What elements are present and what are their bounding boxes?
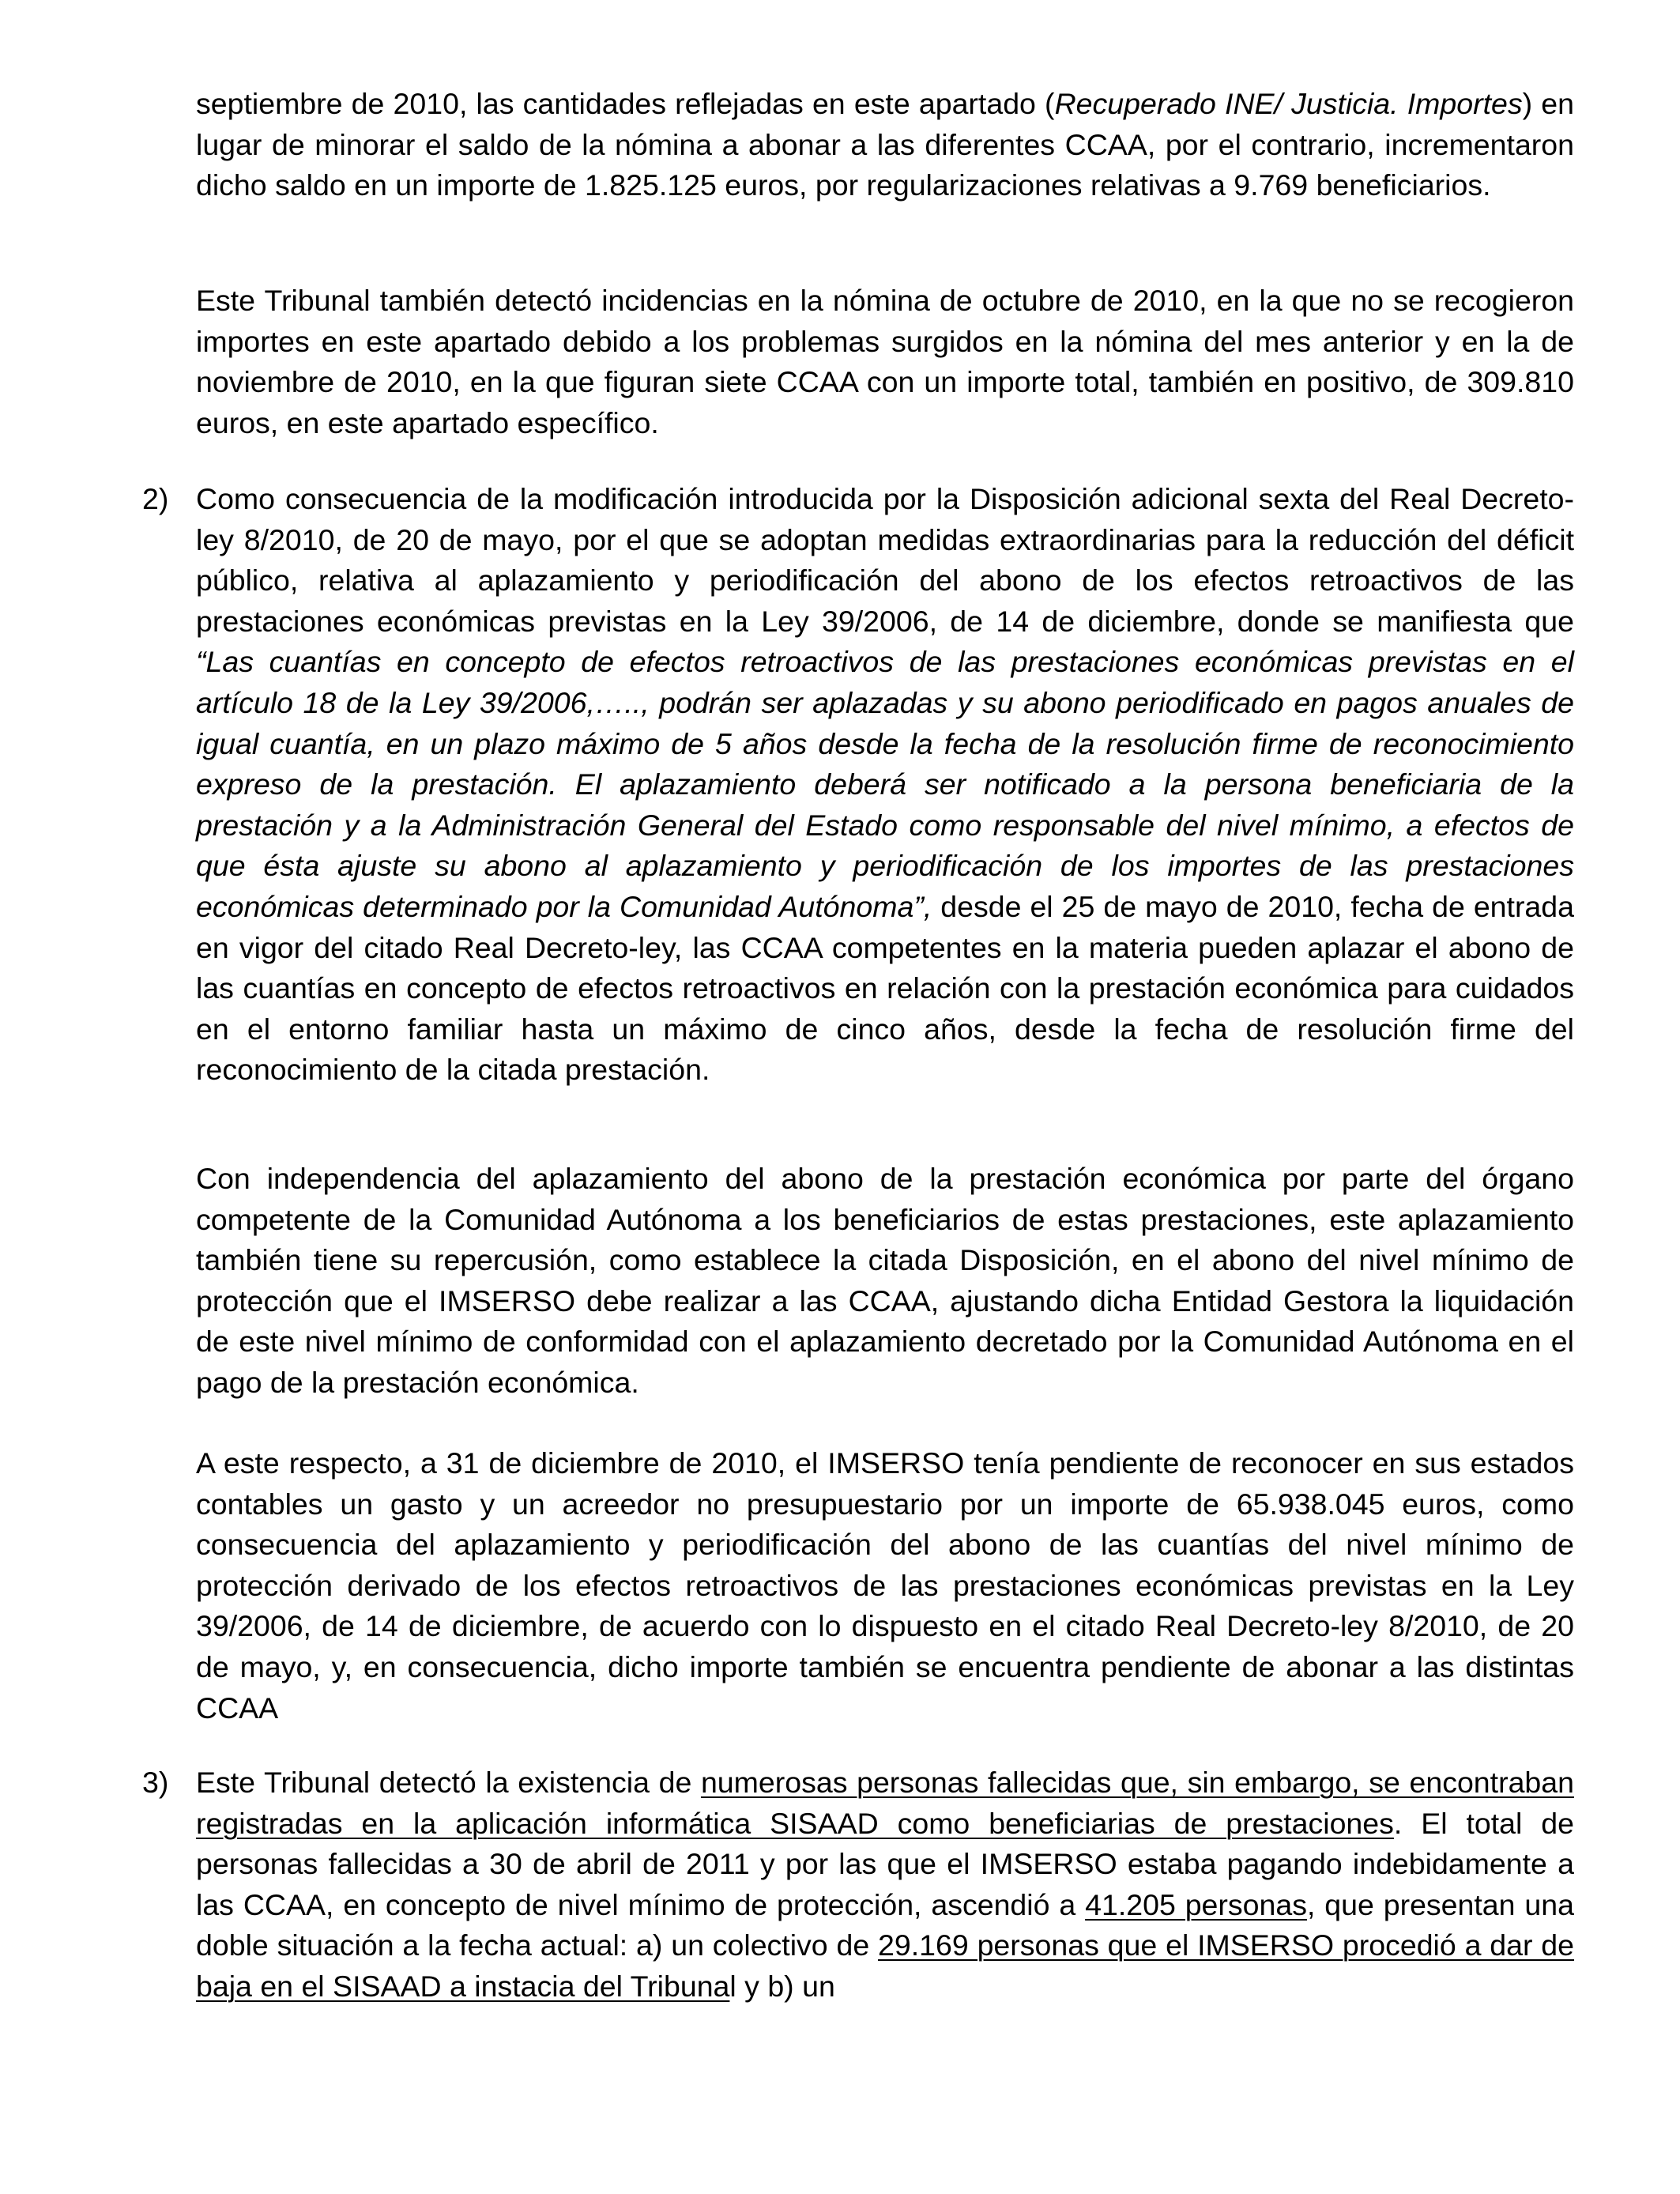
paragraph-repercusion: Con independencia del aplazamiento del abono de la prestación económica por parte del órgano competente de la Comunidad Autónoma a los beneficiarios de estas prestaciones, este aplazamiento también tiene su repercusión, como establece la citada Disposición, en el abono del nivel mínimo de protección que el IMSERSO debe realizar a las CCAA, ajustando dicha Entidad Gestora la liquidación de este nivel mínimo de conformidad con el aplazamiento decretado por la Comunidad Autónoma en el pago de la prestación económica. [196,1162,1574,1399]
paragraph-incidencias-octubre: Este Tribunal también detectó incidencias en la nómina de octubre de 2010, en la que no se recogieron importes en este apartado debido a los problemas surgidos en la nómina del mes anterior y en la de noviembre de 2010, en la que figuran siete CCAA con un importe total, también en positivo, de 309.810 euros, en este apartado específico. [196,284,1574,439]
legal-quote: “Las cuantías en concepto de efectos retroactivos de las prestaciones económicas previstas en el artículo 18 de la Ley 39/2006,….., podrán ser aplazadas y su abono periodificado en pagos anuales de igual cuantía, en un plazo máximo de 5 años desde la fecha de la resolución firme de reconocimiento expreso de la prestación. El aplazamiento deberá ser notificado a la persona beneficiaria de la prestación y a la Administración General del Estado como responsable del nivel mínimo, a efectos de que ésta ajuste su abono al aplazamiento y periodificación de los importes de las prestaciones económicas determinado por la Comunidad Autónoma”, [196,645,1574,923]
list-item-3-fallecidos: Este Tribunal detectó la existencia de numerosas personas fallecidas que, sin embargo, se encontraban registradas en la aplicación informática SISAAD como beneficiarias de prestaciones. El total de personas fallecidas a 30 de abril de 2011 y por las que el IMSERSO estaba pagando indebidamente a las CCAA, en concepto de nivel mínimo de protección, ascendió a 41.205 personas, que presentan una doble situación a la fecha actual: a) un colectivo de 29.169 personas que el IMSERSO procedió a dar de baja en el SISAAD a instacia del Tribunal y b) un [196,1766,1575,2003]
list-number-2: 2) [142,482,169,515]
paragraph-importe-pendiente: A este respecto, a 31 de diciembre de 2010, el IMSERSO tenía pendiente de reconocer en sus estados contables un gasto y un acreedor no presupuestario por un importe de 65.938.045 euros, como consecuencia del aplazamiento y periodificación del abono de las cuantías del nivel mínimo de protección derivado de los efectos retroactivos de las prestaciones económicas previstas en la Ley 39/2006, de 14 de diciembre, de acuerdo con lo dispuesto en el citado Real Decreto-ley 8/2010, de 20 de mayo, y, en consecuencia, dicho importe también se encuentra pendiente de abonar a las distintas CCAA [196,1446,1574,1725]
list-item-2-aplazamiento: Como consecuencia de la modificación introducida por la Disposición adicional sexta del Real Decreto-ley 8/2010, de 20 de mayo, por el que se adoptan medidas extraordinarias para la reducción del déficit público, relativa al aplazamiento y periodificación del abono de los efectos retroactivos de las prestaciones económicas previstas en la Ley 39/2006, de 14 de diciembre, donde se manifiesta que “Las cuantías en concepto de efectos retroactivos de las prestaciones económicas previstas en el artículo 18 de la Ley 39/2006,….., podrán ser aplazadas y su abono periodificado en pagos anuales de igual cuantía, en un plazo máximo de 5 años desde la fecha de la resolución firme de reconocimiento expreso de la prestación. El aplazamiento deberá ser notificado a la persona beneficiaria de la prestación y a la Administración General del Estado como responsable del nivel mínimo, a efectos de que ésta ajuste su abono al aplazamiento y periodificación de los importes de las prestaciones económicas determinado por la Comunidad Autónoma”, desde el 25 de mayo de 2010, fecha de entrada en vigor del citado Real Decreto-ley, las CCAA competentes en la materia pueden aplazar el abono de las cuantías en concepto de efectos retroactivos en relación con la prestación económica para cuidados en el entorno familiar hasta un máximo de cinco años, desde la fecha de resolución firme del reconocimiento de la citada prestación. [196,482,1575,1087]
list-number-3: 3) [142,1766,169,1799]
paragraph-nomina-septiembre: septiembre de 2010, las cantidades reflejadas en este apartado (Recuperado INE/ Justicia. Importes) en lugar de minorar el saldo de la nómina a abonar a las diferentes CCAA, por el contrario, incrementaron dicho saldo en un importe de 1.825.125 euros, por regularizaciones relativas a 9.769 beneficiarios. [196,87,1575,202]
